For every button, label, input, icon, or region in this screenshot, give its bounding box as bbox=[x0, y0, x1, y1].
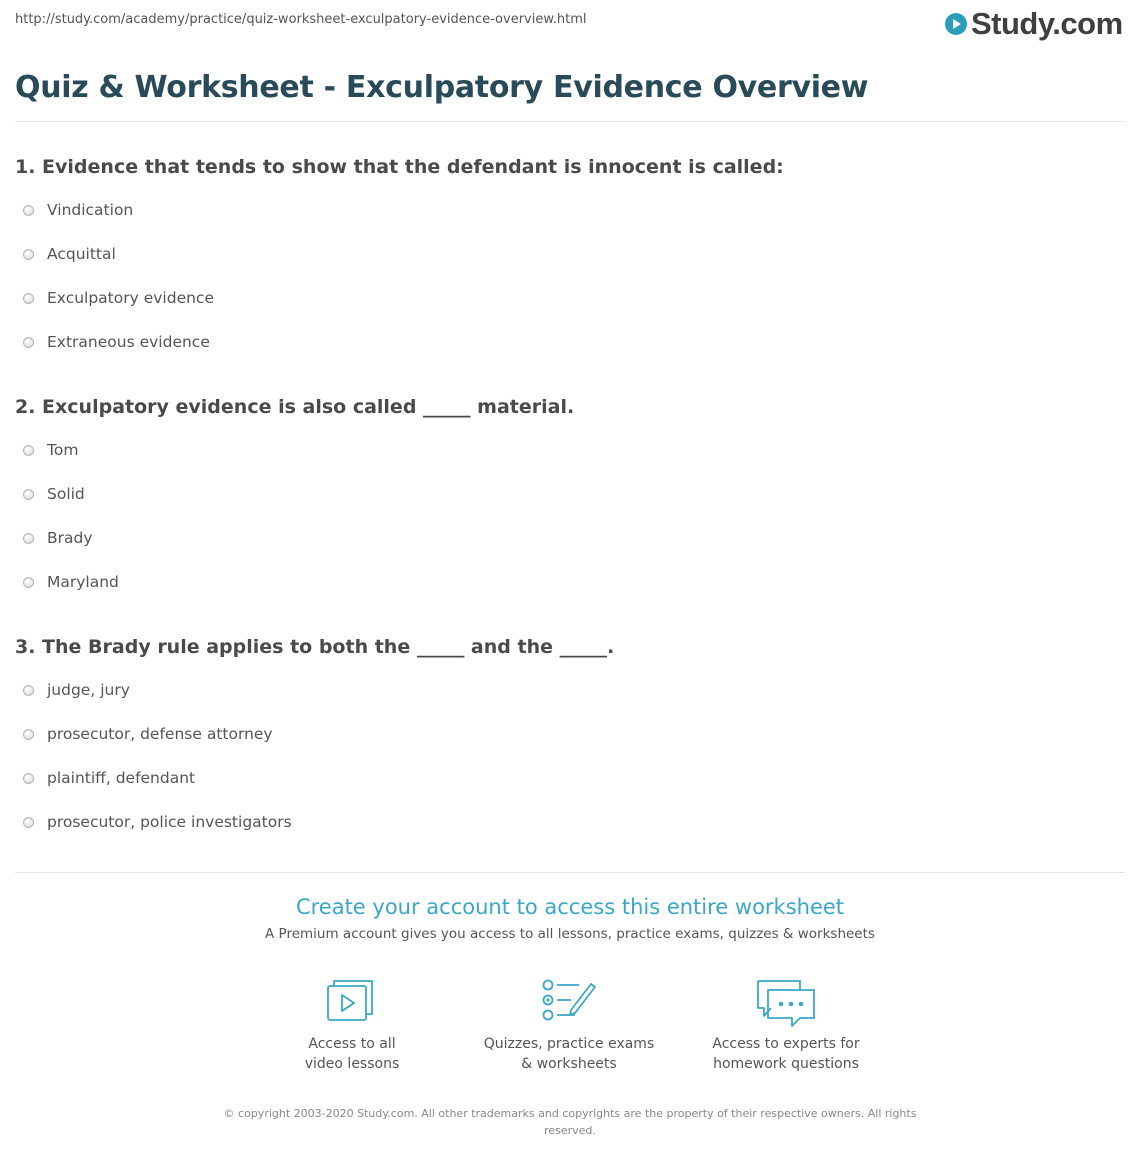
signup-cta bbox=[0, 895, 1140, 942]
answer-label: Acquittal bbox=[47, 245, 116, 263]
video-lessons-icon bbox=[326, 978, 378, 1024]
feature-line: Access to experts for bbox=[712, 1036, 860, 1052]
answer-label: Vindication bbox=[47, 201, 134, 219]
copyright-notice: © copyright 2003-2020 Study.com. All other trademarks and copyrights are the property of their respective owners. All rights reserved. bbox=[223, 1107, 917, 1137]
feature-video-lessons bbox=[252, 978, 452, 1072]
answer-option[interactable] bbox=[23, 526, 93, 550]
radio-button[interactable] bbox=[23, 205, 34, 216]
answer-label: judge, jury bbox=[47, 681, 130, 699]
feature-line: Access to all bbox=[308, 1036, 396, 1052]
feature-line: video lessons bbox=[304, 1056, 400, 1072]
radio-button[interactable] bbox=[23, 337, 34, 348]
radio-button[interactable] bbox=[23, 249, 34, 260]
question-text: 2. Exculpatory evidence is also called _____ material. bbox=[15, 396, 575, 418]
answer-option[interactable] bbox=[23, 242, 116, 266]
answer-option[interactable] bbox=[23, 198, 133, 222]
answer-label: prosecutor, police investigators bbox=[47, 813, 292, 831]
cta-title-link[interactable]: Create your account to access this entire worksheet bbox=[295, 895, 845, 919]
radio-button[interactable] bbox=[23, 817, 34, 828]
radio-button[interactable] bbox=[23, 293, 34, 304]
answer-label: Maryland bbox=[47, 573, 119, 591]
divider bbox=[15, 121, 1125, 122]
question-2 bbox=[15, 394, 1115, 591]
answer-label: prosecutor, defense attorney bbox=[47, 725, 273, 743]
answer-option[interactable] bbox=[23, 766, 195, 790]
answer-label: Exculpatory evidence bbox=[47, 289, 214, 307]
question-3 bbox=[15, 634, 1115, 831]
quiz-checklist-icon bbox=[541, 978, 597, 1024]
logo-text: Study.com bbox=[971, 6, 1123, 41]
radio-button[interactable] bbox=[23, 489, 34, 500]
radio-button[interactable] bbox=[23, 577, 34, 588]
feature-line: & worksheets bbox=[521, 1056, 617, 1072]
feature-line: Quizzes, practice exams bbox=[483, 1036, 655, 1052]
answer-option[interactable] bbox=[23, 678, 130, 702]
radio-button[interactable] bbox=[23, 685, 34, 696]
play-logo-icon bbox=[945, 13, 967, 35]
feature-label bbox=[252, 1034, 452, 1074]
study-logo[interactable] bbox=[945, 6, 1123, 42]
feature-experts bbox=[686, 978, 886, 1072]
feature-quizzes bbox=[469, 978, 669, 1072]
answer-option[interactable] bbox=[23, 722, 273, 746]
question-1 bbox=[15, 154, 1115, 351]
answer-option[interactable] bbox=[23, 482, 85, 506]
answer-label: Solid bbox=[47, 485, 85, 503]
answer-label: plaintiff, defendant bbox=[47, 769, 196, 787]
feature-label bbox=[469, 1034, 669, 1074]
divider bbox=[15, 872, 1125, 873]
radio-button[interactable] bbox=[23, 533, 34, 544]
cta-subtitle: A Premium account gives you access to all lessons, practice exams, quizzes & worksheets bbox=[265, 926, 875, 942]
answer-label: Extraneous evidence bbox=[47, 333, 210, 351]
answer-label: Tom bbox=[47, 441, 79, 459]
chat-bubbles-icon bbox=[754, 978, 818, 1028]
answer-option[interactable] bbox=[23, 330, 210, 354]
feature-line: homework questions bbox=[713, 1056, 859, 1072]
answer-option[interactable] bbox=[23, 810, 292, 834]
question-text: 3. The Brady rule applies to both the _____ and the _____. bbox=[15, 636, 615, 658]
answer-option[interactable] bbox=[23, 286, 214, 310]
feature-label bbox=[686, 1034, 886, 1074]
answer-label: Brady bbox=[47, 529, 93, 547]
radio-button[interactable] bbox=[23, 773, 34, 784]
page-title: Quiz & Worksheet - Exculpatory Evidence Overview bbox=[15, 70, 869, 105]
radio-button[interactable] bbox=[23, 729, 34, 740]
answer-option[interactable] bbox=[23, 570, 119, 594]
question-text: 1. Evidence that tends to show that the defendant is innocent is called: bbox=[15, 156, 784, 178]
page-url: http://study.com/academy/practice/quiz-worksheet-exculpatory-evidence-overview.html bbox=[15, 12, 587, 27]
answer-option[interactable] bbox=[23, 438, 78, 462]
radio-button[interactable] bbox=[23, 445, 34, 456]
